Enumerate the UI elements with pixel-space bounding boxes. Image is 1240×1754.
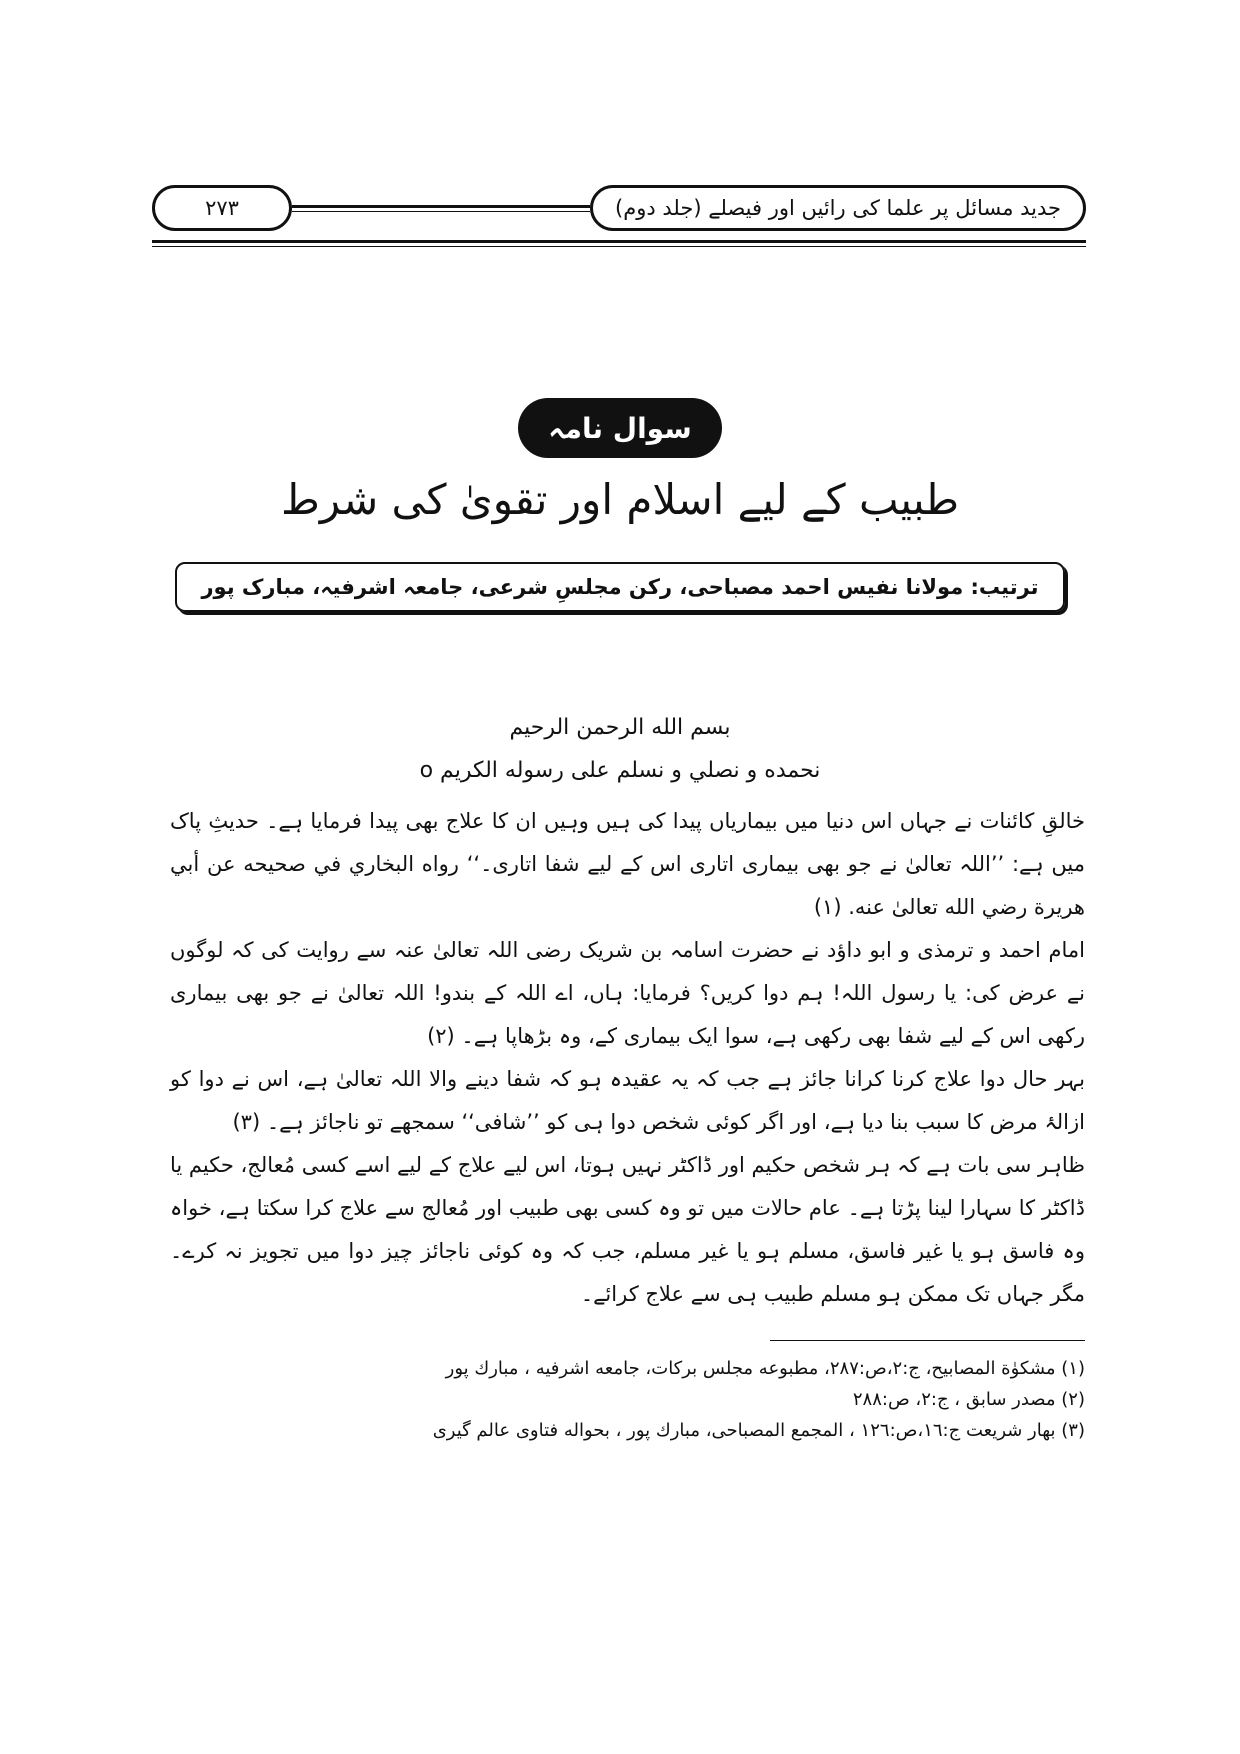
compiler-credit: ترتیب: مولانا نفیس احمد مصباحی، رکن مجلسِ شرعی، جامعہ اشرفیہ، مبارک پور xyxy=(175,562,1064,612)
footnote: (۲) مصدر سابق ، ج:۲، ص:۲۸۸ xyxy=(852,1389,1085,1410)
paragraph: بہر حال دوا علاج کرنا کرانا جائز ہے جب کہ یہ عقیدہ ہو کہ شفا دینے والا اللہ تعالیٰ ہے، اس نے دوا کو ازالۂ مرض کا سبب بنا دیا ہے، اور اگر کوئی شخص دوا ہی کو ’’شافی‘‘ سمجھے تو ناجائز ہے۔ (۳) xyxy=(170,1067,1085,1134)
footnote: (۳) بهار شريعت ج:۱٦،ص:۱۲٦ ، المجمع المصباحى، مبارك پور ، بحواله فتاوى عالم گيرى xyxy=(432,1420,1085,1441)
paragraph: خالقِ کائنات نے جہاں اس دنیا میں بیماریاں پیدا کی ہیں وہیں ان کا علاج بھی پیدا فرمایا ہے۔ حدیثِ پاک میں ہے: ’’اللہ تعالیٰ نے جو بھی بیماری اتاری اس کے لیے شفا اتاری۔‘‘ رواه البخاري في صحيحه عن أبي هريرة رضي الله تعالىٰ عنه. (۱) xyxy=(170,809,1085,919)
salutation: نحمده و نصلي و نسلم على رسوله الكريم o xyxy=(419,758,821,783)
header-rule xyxy=(152,240,1086,243)
section-badge-wrap xyxy=(0,398,1240,458)
body-text xyxy=(170,800,1085,1316)
header-divider xyxy=(292,205,590,208)
compiler-credit-wrap xyxy=(150,562,1090,612)
paragraph: ظاہر سی بات ہے کہ ہر شخص حکیم اور ڈاکٹر نہیں ہوتا، اس لیے علاج کے لیے اسے کسی مُعالج، حکیم یا ڈاکٹر کا سہارا لینا پڑتا ہے۔ عام حالات میں تو وہ کسی بھی طبیب اور مُعالج سے علاج کرا سکتا ہے، خواہ وہ فاسق ہو یا غیر فاسق، مسلم ہو یا غیر مسلم، جب کہ وہ کوئی ناجائز چیز دوا میں تجویز نہ کرے۔ مگر جہاں تک ممکن ہو مسلم طبیب ہی سے علاج کرائے۔ xyxy=(170,1153,1085,1306)
running-header-title: جدید مسائل پر علما کی رائیں اور فیصلے (جلد دوم) xyxy=(590,185,1086,231)
paragraph: امام احمد و ترمذی و ابو داؤد نے حضرت اسامہ بن شریک رضی اللہ تعالیٰ عنہ سے روایت کی کہ لوگوں نے عرض کی: یا رسول اللہ! ہم دوا کریں؟ فرمایا: ہاں، اے اللہ کے بندو! اللہ تعالیٰ نے جو بھی بیماری رکھی اس کے لیے شفا بھی رکھی ہے، سوا ایک بیماری کے، وہ بڑھاپا ہے۔ (۲) xyxy=(170,938,1085,1048)
content-flow xyxy=(170,800,1085,1486)
page-number: ۲۷۳ xyxy=(152,185,292,231)
header-divider xyxy=(292,211,590,212)
bismillah: بسم الله الرحمن الرحيم xyxy=(509,715,731,740)
running-header xyxy=(152,185,1086,231)
page-title: طبیب کے لیے اسلام اور تقویٰ کی شرط xyxy=(280,475,960,524)
footnote-divider xyxy=(770,1340,1085,1341)
header-divider-group xyxy=(292,205,590,212)
footnotes xyxy=(170,1353,1085,1446)
footnote: (۱) مشكوٰة المصابيح، ج:۲،ص:۲۸۷، مطبوعه مجلس بركات، جامعه اشرفيه ، مبارك پور xyxy=(445,1358,1085,1379)
section-badge: سوال نامہ xyxy=(518,398,722,458)
header-rule xyxy=(152,246,1086,247)
